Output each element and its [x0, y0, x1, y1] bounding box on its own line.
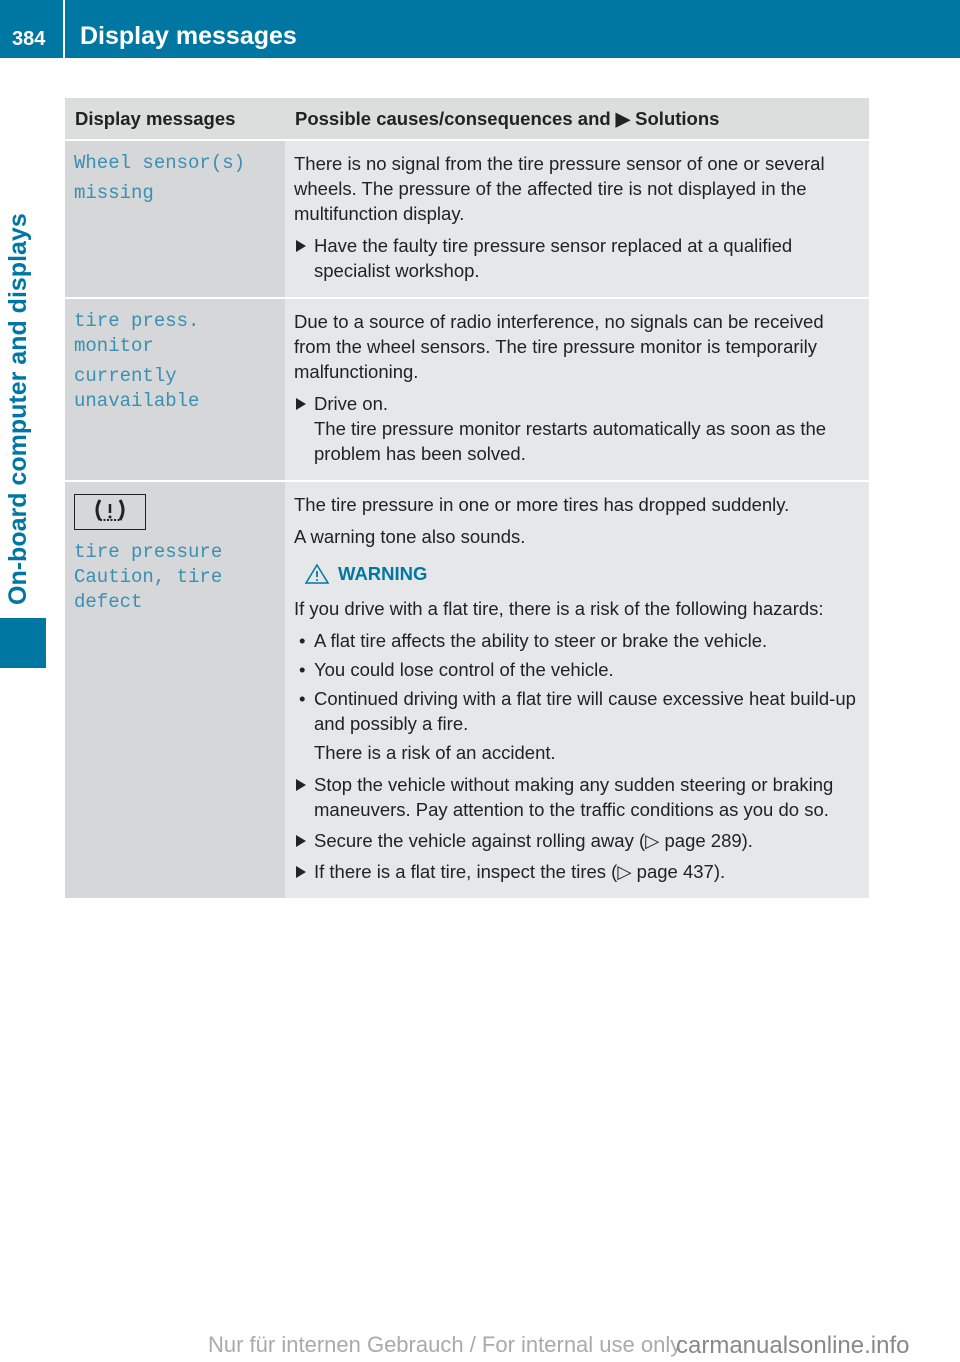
section-tab: On-board computer and displays	[4, 213, 32, 605]
footer-watermark: Nur für internen Gebrauch / For internal use only	[208, 1332, 682, 1357]
footer-site: carmanualsonline.info	[676, 1332, 910, 1359]
section-marker	[0, 618, 46, 668]
solution-step: Drive on. The tire pressure monitor restarts automatically as soon as the problem has been solved.	[294, 391, 860, 466]
solution-step: If there is a flat tire, inspect the tires (▷ page 437).	[294, 859, 860, 884]
page-title: Display messages	[80, 22, 297, 50]
cause-text: The tire pressure in one or more tires has dropped suddenly.	[294, 494, 790, 515]
hazard-bullet: • Continued driving with a flat tire will cause excessive heat build-up and possibly a fire.	[294, 686, 860, 736]
hazard-bullet: • You could lose control of the vehicle.	[294, 657, 860, 682]
warning-heading: WARNING	[304, 561, 860, 586]
header-bar	[0, 0, 960, 58]
table-row	[65, 481, 869, 899]
cause-text: There is no signal from the tire pressure sensor of one or several wheels. The pressure of the affected tire is not displayed in the multifunction display.	[294, 153, 825, 224]
col-header-solutions: Possible causes/consequences and ▶ Solutions	[285, 98, 869, 140]
display-message: Wheel sensor(s) missing	[74, 152, 246, 204]
display-message: tire press. monitor currently unavailable	[74, 310, 200, 412]
warning-triangle-icon	[304, 563, 330, 585]
cause-text-2: A warning tone also sounds.	[294, 526, 526, 547]
solution-step: Have the faulty tire pressure sensor replaced at a qualified specialist workshop.	[294, 233, 860, 283]
table-row	[65, 298, 869, 481]
solution-step: Secure the vehicle against rolling away (▷ page 289).	[294, 828, 860, 853]
table-header	[65, 98, 869, 140]
table-row	[65, 140, 869, 298]
cause-text: Due to a source of radio interference, no signals can be received from the wheel sensors. The tire pressure monitor is temporarily malfunctioning.	[294, 311, 824, 382]
hazard-bullet: • A flat tire affects the ability to steer or brake the vehicle.	[294, 628, 860, 653]
display-message: tire pressure Caution, tire defect	[74, 541, 223, 613]
page-number: 384	[12, 28, 46, 50]
accident-note: There is a risk of an accident.	[314, 742, 556, 763]
solution-step: Stop the vehicle without making any sudden steering or braking maneuvers. Pay attention to the traffic conditions as you do so.	[294, 772, 860, 822]
messages-table	[65, 98, 869, 900]
warning-text: If you drive with a flat tire, there is a risk of the following hazards:	[294, 598, 824, 619]
col-header-messages: Display messages	[65, 98, 285, 140]
tire-pressure-warning-icon	[74, 494, 146, 530]
divider	[63, 0, 65, 58]
step-note: The tire pressure monitor restarts automatically as soon as the problem has been solved.	[314, 418, 827, 464]
